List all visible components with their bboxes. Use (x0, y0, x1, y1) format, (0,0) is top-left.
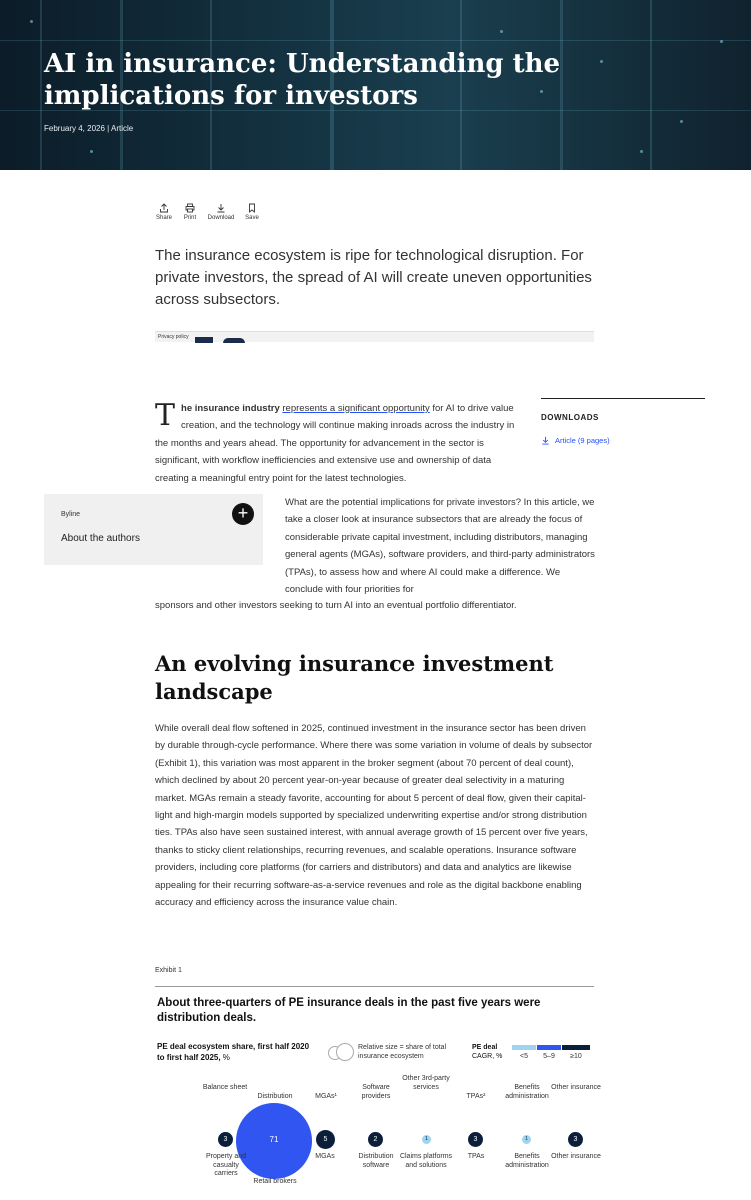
cagr-label-high: ≥10 (570, 1053, 582, 1060)
dropcap: T (155, 398, 176, 433)
column-header-balance-sheet: Balance sheet (202, 1084, 248, 1091)
label-mgas: MGAs (315, 1153, 335, 1160)
bubble-claims-platforms: 1 (422, 1135, 431, 1144)
cagr-swatch-mid (537, 1045, 561, 1050)
share-button[interactable]: Share (155, 203, 173, 221)
column-header-distribution: Distribution (257, 1093, 293, 1100)
article-download-link[interactable]: Article (9 pages) (541, 436, 705, 445)
paragraph-landscape: While overall deal flow softened in 2025, continued investment in the insurance sector has been driven by durable through-cycle performance. Where there was some variation in volume of deals by subsector (Exhibit 1), this variation was most apparent in the broker segment (about 70 percent of deal count), which declined by about 20 percent year-on-year because of greater deal selectivity in a maturing market. MGAs remain a steady favorite, accounting for about 5 percent of deal flow, given their capital-light and high-margin models supported by specialized underwriting expertise and/or strong distribution ties. TPAs also have seen sustained interest, with annual average growth of 15 percent over five years, thanks to sticky client relationships, recurring revenues, and scalable operations. Insurance software providers, including core platforms (for carriers and distributors) and data and analytics are likewise appealing for their recurring software-as-a-service revenues and role as the digital backbone enabling accuracy and efficiency across the insurance value chain. (155, 723, 593, 909)
bubble-tpas: 3 (468, 1132, 483, 1147)
column-header-software: Software providers (361, 1084, 391, 1100)
downloads-heading: DOWNLOADS (541, 413, 599, 422)
bubble-property-casualty: 3 (218, 1132, 233, 1147)
embed-strip (155, 331, 594, 342)
hero-banner (0, 0, 751, 170)
bubble-benefits-administration: 1 (522, 1135, 531, 1144)
bubble-mgas: 5 (316, 1130, 335, 1149)
column-header-benefits: Benefits administration (505, 1084, 549, 1100)
label-distribution-software: Distribution software (358, 1153, 394, 1169)
save-button[interactable]: Save (243, 203, 261, 221)
section-heading: An evolving insurance investment landscape (155, 651, 554, 704)
bubble-other-insurance: 3 (568, 1132, 583, 1147)
page-title: AI in insurance: Understanding the implications for investors (44, 49, 561, 111)
print-button[interactable]: Print (181, 203, 199, 221)
column-header-other: Other insurance (551, 1084, 601, 1091)
cagr-swatch-low (512, 1045, 536, 1050)
exhibit-divider (155, 986, 594, 987)
downloads-panel (541, 398, 705, 445)
label-claims-platforms: Claims platforms and solutions (399, 1153, 453, 1169)
embed-circle (223, 338, 245, 343)
cagr-swatch-high (562, 1045, 590, 1050)
column-header-mgas: MGAs¹ (315, 1093, 337, 1100)
bubble-distribution-software: 2 (368, 1132, 383, 1147)
label-retail-brokers: Retail brokers (253, 1178, 297, 1185)
article-meta: February 4, 2026 | Article (44, 124, 134, 133)
cagr-label-mid: 5–9 (543, 1053, 555, 1060)
share-icon (159, 203, 169, 213)
bubble-retail-brokers: 71 (236, 1103, 312, 1179)
privacy-policy-link[interactable]: Privacy policy (158, 334, 189, 340)
column-header-third-party: Other 3rd-party services (402, 1075, 450, 1091)
expand-plus-icon[interactable]: + (232, 503, 254, 525)
opportunity-link[interactable]: represents a significant opportunity (282, 403, 430, 414)
bookmark-icon (247, 203, 257, 213)
exhibit-title: About three-quarters of PE insurance deals in the past five years were distribution deals. (157, 997, 541, 1024)
legend-circle-large (336, 1043, 354, 1061)
byline-label: Byline (61, 511, 81, 518)
cagr-label-low: <5 (520, 1053, 528, 1060)
byline-panel[interactable] (44, 494, 263, 565)
article-lede: The insurance ecosystem is ripe for technological disruption. For private investors, the spread of AI will create uneven opportunities across subsectors. (155, 247, 592, 308)
download-icon (541, 436, 550, 445)
label-tpas: TPAs (467, 1153, 485, 1160)
share-toolbar (155, 203, 261, 221)
paragraph-implications: What are the potential implications for private investors? In this article, we take a closer look at insurance subsectors that are already the focus of considerable private capital investment, including distributors, managing general agents (MGAs), software providers, and third-party administrators (TPAs), to assess how and where AI could make a difference. We conclude with four priorities for (285, 497, 595, 596)
download-icon (216, 203, 226, 213)
byline-title: About the authors (61, 533, 140, 544)
exhibit-subtitle: PE deal ecosystem share, first half 2020 to first half 2025, % (157, 1042, 310, 1062)
intro-paragraph: The insurance industry represents a significant opportunity for AI to drive value creation, and the technology will continue making inroads across the industry in the months and years ahead. The opportunity for advancement in the sector is significant, with workflow inefficiencies and extensive use and ownership of data creating a meaningful entry point for the latest technologies. (155, 398, 515, 484)
label-property-casualty: Property and casualty carriers (205, 1153, 247, 1177)
print-icon (185, 203, 195, 213)
paragraph-implications-end: sponsors and other investors seeking to turn AI into an eventual portfolio differentiator. (155, 600, 517, 611)
embed-block (195, 337, 213, 343)
label-other-insurance: Other insurance (551, 1153, 601, 1160)
exhibit-label: Exhibit 1 (155, 967, 182, 974)
label-benefits-administration: Benefits administration (505, 1153, 549, 1169)
download-button[interactable]: Download (207, 203, 235, 221)
column-header-tpas: TPAs² (466, 1093, 486, 1100)
